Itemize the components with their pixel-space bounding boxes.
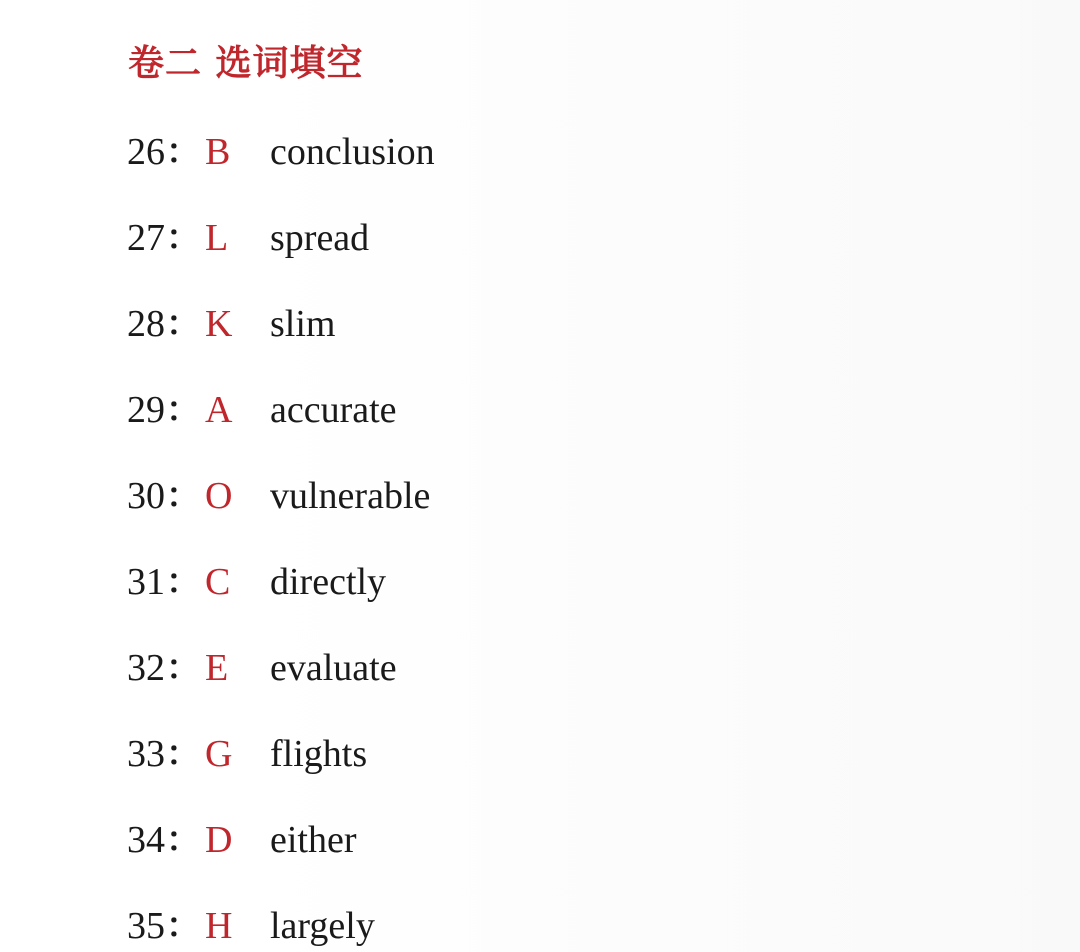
answer-row (0, 127, 700, 177)
answer-letter: E (205, 647, 229, 689)
answer-letter: O (205, 475, 233, 517)
question-colon: ： (166, 132, 200, 172)
answer-row (0, 729, 700, 779)
question-colon: ： (166, 820, 200, 860)
question-colon: ： (166, 390, 200, 430)
answer-word: conclusion (270, 131, 435, 173)
answer-row (0, 471, 700, 521)
question-colon: ： (166, 218, 200, 258)
question-number: 31 (127, 561, 165, 603)
answer-letter: H (205, 905, 233, 947)
answer-letter: G (205, 733, 233, 775)
answer-word: vulnerable (270, 475, 431, 517)
answer-letter: K (205, 303, 233, 345)
question-colon: ： (166, 648, 200, 688)
question-number: 26 (127, 131, 165, 173)
question-number: 35 (127, 905, 165, 947)
answer-word: slim (270, 303, 336, 345)
answer-row (0, 815, 700, 865)
answer-row (0, 213, 700, 263)
question-number: 33 (127, 733, 165, 775)
answer-letter: L (205, 217, 229, 259)
question-colon: ： (166, 734, 200, 774)
answer-row (0, 299, 700, 349)
answer-word: either (270, 819, 357, 861)
question-number: 34 (127, 819, 165, 861)
answer-letter: C (205, 561, 231, 603)
question-colon: ： (166, 906, 200, 946)
answer-row (0, 385, 700, 435)
question-colon: ： (166, 304, 200, 344)
answer-letter: B (205, 131, 231, 173)
answer-word: largely (270, 905, 375, 947)
answer-word: accurate (270, 389, 397, 431)
answer-row (0, 643, 700, 693)
answer-row (0, 901, 700, 951)
section-title: 卷二 选词填空 (128, 43, 364, 84)
question-number: 32 (127, 647, 165, 689)
answer-word: spread (270, 217, 370, 259)
question-number: 30 (127, 475, 165, 517)
answer-letter: D (205, 819, 233, 861)
answer-word: directly (270, 561, 387, 603)
answer-row (0, 557, 700, 607)
answer-letter: A (205, 389, 233, 431)
question-number: 27 (127, 217, 165, 259)
answer-word: flights (270, 733, 368, 775)
question-colon: ： (166, 476, 200, 516)
question-number: 28 (127, 303, 165, 345)
question-colon: ： (166, 562, 200, 602)
question-number: 29 (127, 389, 165, 431)
answer-word: evaluate (270, 647, 397, 689)
